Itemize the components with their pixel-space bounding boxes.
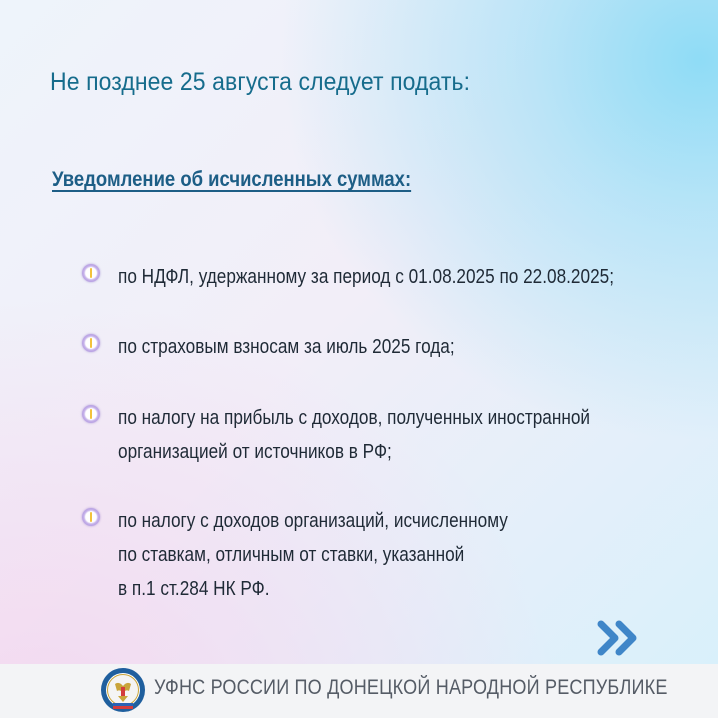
bullet-icon <box>82 508 100 526</box>
double-chevron-right-icon[interactable] <box>596 618 642 658</box>
list-item-text: по налогу с доходов организаций, исчисленному по ставкам, отличным от ставки, указанной в п.1 ст.284 НК РФ. <box>118 510 508 600</box>
list-item-text: по НДФЛ, удержанному за период с 01.08.2025 по 22.08.2025; <box>118 266 614 288</box>
subheading: Уведомление об исчисленных суммах: <box>52 168 412 191</box>
fns-emblem-icon <box>100 667 146 713</box>
bullet-icon <box>82 405 100 423</box>
bullet-icon <box>82 264 100 282</box>
footer-org-name: УФНС РОССИИ ПО ДОНЕЦКОЙ НАРОДНОЙ РЕСПУБЛИКЕ <box>154 676 668 699</box>
bullet-icon <box>82 334 100 352</box>
list-item-text: по страховым взносам за июль 2025 года; <box>118 336 455 358</box>
headline: Не позднее 25 августа следует подать: <box>50 68 471 96</box>
list-item-text: по налогу на прибыль с доходов, полученных иностранной организацией от источников в РФ; <box>118 407 591 463</box>
